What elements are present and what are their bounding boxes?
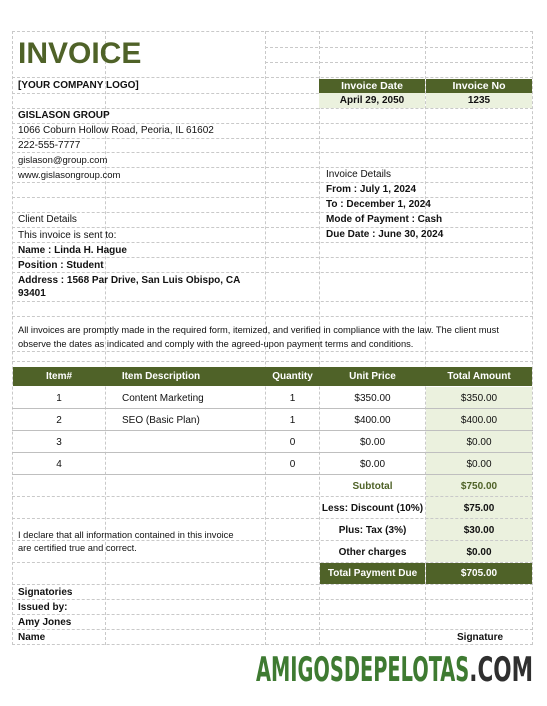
company-address: 1066 Coburn Hollow Road, Peoria, IL 61602	[18, 125, 214, 136]
invoice-from: From : July 1, 2024	[326, 184, 417, 195]
watermark-tld: .COM	[469, 650, 534, 690]
row3-unit-price: $0.00	[359, 436, 386, 448]
declaration-line1: I declare that all information contained in this invoice	[18, 530, 234, 540]
row4-unit-price: $0.00	[359, 458, 386, 470]
row1-unit-price: $350.00	[354, 392, 391, 404]
company-website: www.gislasongroup.com	[18, 170, 121, 181]
issuer-name: Amy Jones	[18, 617, 72, 628]
tax-value: $30.00	[463, 524, 495, 536]
subtotal-label: Subtotal	[352, 480, 393, 492]
row1-item: 1	[56, 392, 62, 404]
client-position: Position : Student	[18, 260, 104, 271]
row3-quantity: 0	[289, 436, 296, 448]
invoice-sheet	[12, 31, 533, 645]
invoice-date-header: Invoice Date	[319, 79, 425, 93]
declaration-line2: are certified true and correct.	[18, 543, 137, 553]
page-title: INVOICE	[18, 37, 142, 70]
invoice-to: To : December 1, 2024	[326, 199, 431, 210]
row2-unit-price: $400.00	[354, 414, 391, 426]
client-address-line2: 93401	[18, 288, 46, 299]
watermark	[256, 650, 533, 690]
invoice-details-heading: Invoice Details	[326, 169, 392, 180]
client-name: Name : Linda H. Hague	[18, 245, 127, 256]
client-details-heading: Client Details	[18, 214, 77, 225]
other-charges-value: $0.00	[466, 546, 492, 558]
discount-label: Less: Discount (10%)	[321, 502, 424, 514]
signatories-heading: Signatories	[18, 587, 73, 598]
row2-description: SEO (Basic Plan)	[122, 414, 200, 426]
issued-by-label: Issued by:	[18, 602, 68, 613]
col-header-total: Total Amount	[447, 371, 511, 382]
row2-item: 2	[56, 414, 62, 426]
company-phone: 222-555-7777	[18, 140, 81, 151]
invoice-date-value: April 29, 2050	[319, 93, 425, 108]
subtotal-value: $750.00	[460, 480, 498, 492]
tax-label: Plus: Tax (3%)	[338, 524, 407, 536]
total-due-value: $705.00	[426, 563, 532, 584]
client-address-line1: Address : 1568 Par Drive, San Luis Obispo, CA	[18, 275, 241, 286]
total-due-label: Total Payment Due	[320, 563, 425, 584]
row4-quantity: 0	[289, 458, 296, 470]
name-label: Name	[18, 632, 46, 643]
signature-label: Signature	[457, 632, 504, 643]
row4-item: 4	[56, 458, 62, 470]
notice-line1: All invoices are promptly made in the required form, itemized, and verified in compliance with the law. The client must	[18, 325, 499, 335]
due-date: Due Date : June 30, 2024	[326, 229, 444, 240]
col-header-quantity: Quantity	[272, 371, 313, 382]
row2-quantity: 1	[289, 414, 296, 426]
payment-mode: Mode of Payment : Cash	[326, 214, 443, 225]
client-sent-to: This invoice is sent to:	[18, 230, 117, 241]
row3-item: 3	[56, 436, 62, 448]
row3-total: $0.00	[466, 436, 492, 448]
col-header-description: Item Description	[121, 371, 201, 382]
company-email: gislason@group.com	[18, 155, 108, 166]
row2-total: $400.00	[460, 414, 498, 426]
notice-line2: observe the dates as indicated and comply with the agreed-upon payment terms and conditions.	[18, 339, 414, 349]
watermark-brand: AMIGOSDEPELOTAS	[256, 650, 470, 690]
invoice-number-value: 1235	[426, 93, 532, 108]
col-header-unit-price: Unit Price	[349, 371, 396, 382]
company-logo-placeholder: [YOUR COMPANY LOGO]	[18, 80, 139, 91]
row1-description: Content Marketing	[122, 392, 204, 404]
other-charges-label: Other charges	[338, 546, 407, 558]
row1-quantity: 1	[289, 392, 296, 404]
row1-total: $350.00	[460, 392, 498, 404]
invoice-number-header: Invoice No	[426, 79, 532, 93]
discount-value: $75.00	[463, 502, 495, 514]
col-header-item: Item#	[45, 371, 73, 382]
row4-total: $0.00	[466, 458, 492, 470]
company-name: GISLASON GROUP	[18, 110, 110, 121]
